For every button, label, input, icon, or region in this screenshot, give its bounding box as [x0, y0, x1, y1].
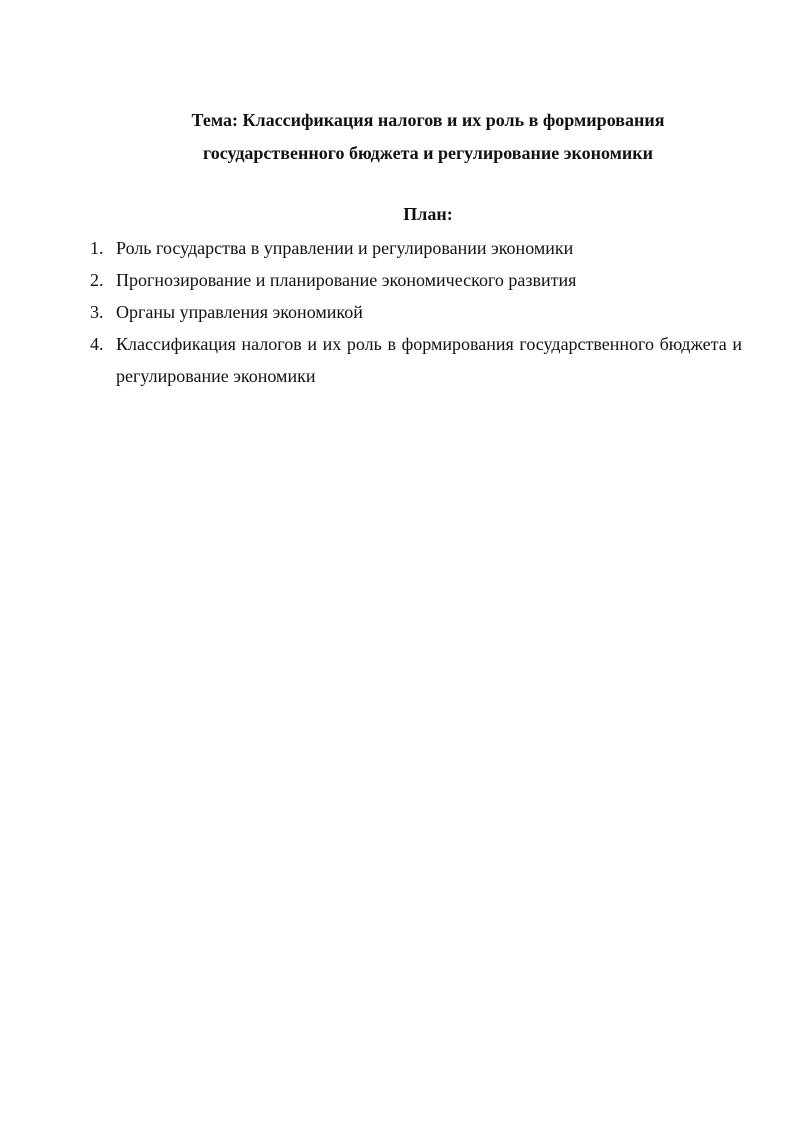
plan-item-text: Классификация налогов и их роль в формирования государственного бюджета и регулирование экономики	[116, 334, 742, 386]
plan-item-4	[90, 328, 742, 392]
plan-item-text: Роль государства в управлении и регулировании экономики	[116, 238, 574, 258]
plan-item-1	[90, 232, 742, 264]
plan-item-number: 2.	[90, 270, 104, 290]
title-line-1: Тема: Классификация налогов и их роль в формирования	[191, 110, 665, 130]
plan-item-2	[90, 264, 742, 296]
plan-item-number: 3.	[90, 302, 104, 322]
plan-item-text: Прогнозирование и планирование экономического развития	[116, 270, 577, 290]
plan-item-number: 1.	[90, 238, 104, 258]
plan-item-3	[90, 296, 742, 328]
title-line-2: государственного бюджета и регулирование экономики	[202, 143, 654, 163]
document-title	[90, 104, 766, 170]
plan-list	[90, 232, 742, 392]
plan-heading: План:	[403, 204, 453, 224]
plan-item-text: Органы управления экономикой	[116, 302, 363, 322]
plan-item-number: 4.	[90, 334, 104, 354]
